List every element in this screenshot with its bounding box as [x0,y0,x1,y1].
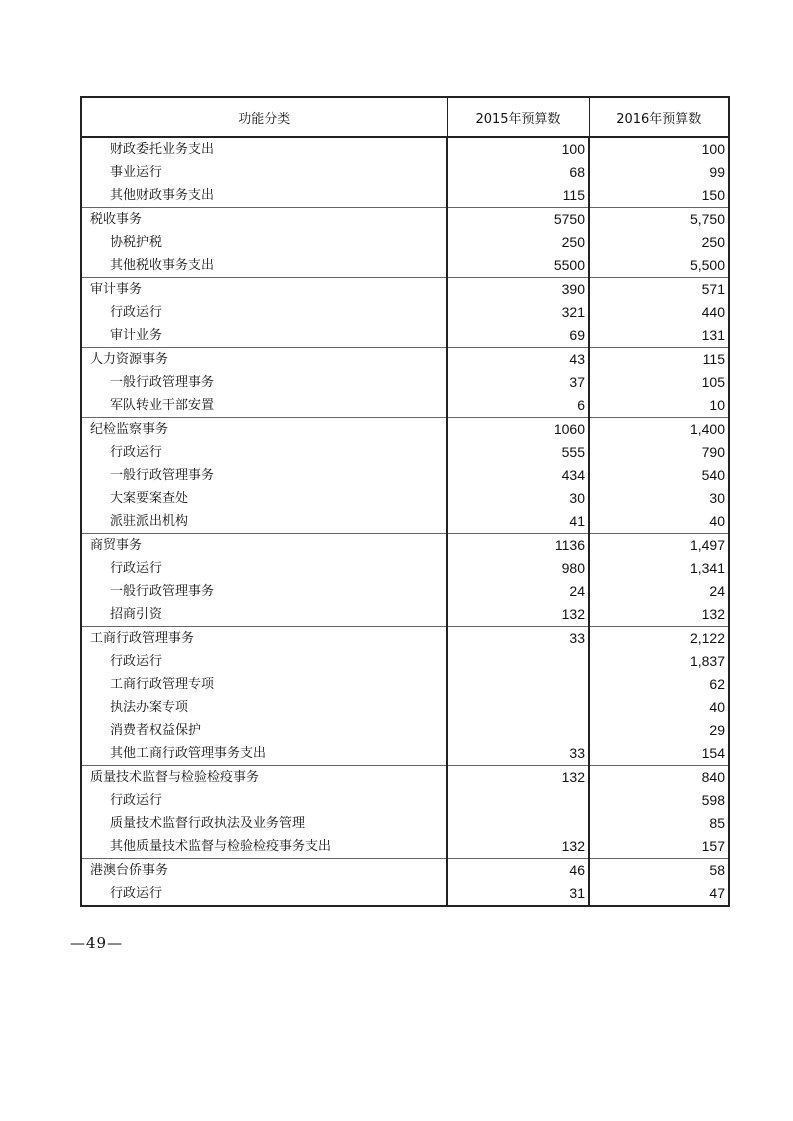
row-name: 事业运行 [81,161,447,184]
row-2016-budget: 105 [589,371,729,394]
row-2015-budget [447,650,589,673]
row-name: 其他税收事务支出 [81,254,447,278]
row-2015-budget: 100 [447,137,589,161]
table-row [81,650,729,673]
table-row [81,696,729,719]
row-name: 行政运行 [81,301,447,324]
row-2016-budget: 131 [589,324,729,348]
row-name: 质量技术监督行政执法及业务管理 [81,812,447,835]
row-2016-budget: 10 [589,394,729,418]
row-2015-budget [447,812,589,835]
category-row [81,766,729,790]
row-2015-budget: 980 [447,557,589,580]
table-row [81,464,729,487]
row-name: 审计事务 [81,278,447,302]
row-name: 一般行政管理事务 [81,371,447,394]
row-name: 其他财政事务支出 [81,184,447,208]
row-name: 审计业务 [81,324,447,348]
table-row [81,580,729,603]
row-2015-budget: 5750 [447,208,589,232]
row-2015-budget: 1136 [447,534,589,558]
row-name: 其他工商行政管理事务支出 [81,742,447,766]
row-2016-budget: 58 [589,859,729,883]
table-row [81,231,729,254]
table-row [81,510,729,534]
row-2015-budget: 132 [447,835,589,859]
header-function-category: 功能分类 [81,97,447,137]
row-2016-budget: 540 [589,464,729,487]
table-row [81,301,729,324]
row-2015-budget [447,673,589,696]
row-2015-budget: 321 [447,301,589,324]
table-row [81,673,729,696]
row-2016-budget: 5,500 [589,254,729,278]
row-2016-budget: 840 [589,766,729,790]
row-2016-budget: 40 [589,510,729,534]
header-row [81,97,729,137]
row-2015-budget: 5500 [447,254,589,278]
row-2015-budget: 41 [447,510,589,534]
row-2015-budget [447,696,589,719]
row-name: 港澳台侨事务 [81,859,447,883]
row-2016-budget: 1,341 [589,557,729,580]
row-name: 军队转业干部安置 [81,394,447,418]
category-row [81,278,729,302]
table-row [81,487,729,510]
row-2016-budget: 100 [589,137,729,161]
row-2016-budget: 571 [589,278,729,302]
table-row [81,835,729,859]
category-row [81,859,729,883]
row-2015-budget: 43 [447,348,589,372]
row-2015-budget: 555 [447,441,589,464]
row-2016-budget: 157 [589,835,729,859]
row-2015-budget: 250 [447,231,589,254]
row-2016-budget: 598 [589,789,729,812]
row-2015-budget [447,789,589,812]
row-name: 工商行政管理事务 [81,627,447,651]
row-name: 工商行政管理专项 [81,673,447,696]
row-2016-budget: 29 [589,719,729,742]
row-2016-budget: 1,497 [589,534,729,558]
row-name: 行政运行 [81,557,447,580]
row-name: 其他质量技术监督与检验检疫事务支出 [81,835,447,859]
row-2015-budget: 31 [447,882,589,906]
table-row [81,742,729,766]
table-row [81,394,729,418]
row-2016-budget: 85 [589,812,729,835]
row-2016-budget: 5,750 [589,208,729,232]
table-row [81,719,729,742]
row-name: 消费者权益保护 [81,719,447,742]
row-2016-budget: 2,122 [589,627,729,651]
row-2016-budget: 24 [589,580,729,603]
table-row [81,254,729,278]
row-2016-budget: 1,837 [589,650,729,673]
table-row [81,557,729,580]
row-2016-budget: 150 [589,184,729,208]
row-2016-budget: 115 [589,348,729,372]
row-name: 大案要案查处 [81,487,447,510]
category-row [81,627,729,651]
row-2015-budget: 115 [447,184,589,208]
row-2015-budget: 390 [447,278,589,302]
row-2016-budget: 132 [589,603,729,627]
row-name: 行政运行 [81,882,447,906]
budget-table [80,96,730,907]
row-2015-budget: 132 [447,766,589,790]
table-row [81,324,729,348]
row-name: 行政运行 [81,650,447,673]
row-2016-budget: 440 [589,301,729,324]
table-body [81,137,729,906]
table-row [81,441,729,464]
row-name: 一般行政管理事务 [81,580,447,603]
row-2016-budget: 62 [589,673,729,696]
table-row [81,812,729,835]
row-2015-budget: 33 [447,742,589,766]
row-name: 商贸事务 [81,534,447,558]
row-name: 执法办案专项 [81,696,447,719]
category-row [81,418,729,442]
row-2015-budget: 33 [447,627,589,651]
table-row [81,882,729,906]
row-2016-budget: 1,400 [589,418,729,442]
row-2015-budget: 68 [447,161,589,184]
category-row [81,348,729,372]
table-row [81,161,729,184]
table-row [81,137,729,161]
header-2015-budget: 2015年预算数 [447,97,589,137]
row-2015-budget: 46 [447,859,589,883]
row-2015-budget: 30 [447,487,589,510]
row-name: 质量技术监督与检验检疫事务 [81,766,447,790]
row-2016-budget: 30 [589,487,729,510]
header-2016-budget: 2016年预算数 [589,97,729,137]
row-name: 税收事务 [81,208,447,232]
row-2015-budget: 37 [447,371,589,394]
row-name: 行政运行 [81,441,447,464]
row-2016-budget: 40 [589,696,729,719]
category-row [81,208,729,232]
row-name: 行政运行 [81,789,447,812]
row-2016-budget: 790 [589,441,729,464]
page-number: —49— [70,934,124,952]
table-header [81,97,729,137]
row-name: 招商引资 [81,603,447,627]
row-2015-budget: 24 [447,580,589,603]
row-name: 一般行政管理事务 [81,464,447,487]
table-row [81,789,729,812]
row-2015-budget: 69 [447,324,589,348]
row-2015-budget [447,719,589,742]
row-name: 人力资源事务 [81,348,447,372]
row-2015-budget: 6 [447,394,589,418]
row-2015-budget: 434 [447,464,589,487]
row-2016-budget: 99 [589,161,729,184]
table-row [81,371,729,394]
row-2016-budget: 154 [589,742,729,766]
row-2015-budget: 132 [447,603,589,627]
table-row [81,184,729,208]
row-2015-budget: 1060 [447,418,589,442]
row-name: 纪检监察事务 [81,418,447,442]
row-name: 派驻派出机构 [81,510,447,534]
row-name: 财政委托业务支出 [81,137,447,161]
row-2016-budget: 250 [589,231,729,254]
category-row [81,534,729,558]
row-2016-budget: 47 [589,882,729,906]
table-row [81,603,729,627]
row-name: 协税护税 [81,231,447,254]
